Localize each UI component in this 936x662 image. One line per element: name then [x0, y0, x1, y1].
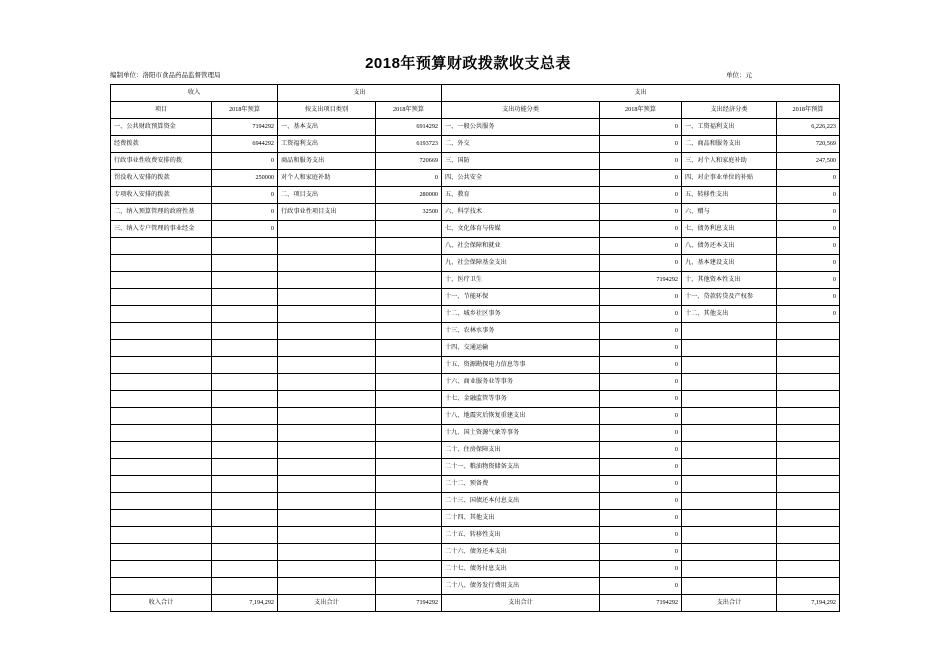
row-exp-function-budget: 0 [600, 510, 682, 527]
row-income-budget [212, 255, 278, 272]
row-exp-category-budget [376, 255, 442, 272]
row-exp-category-budget [376, 493, 442, 510]
row-exp-function-budget: 0 [600, 238, 682, 255]
row-exp-economic-budget: 0 [777, 272, 840, 289]
row-exp-function-budget: 0 [600, 391, 682, 408]
table-row [111, 476, 840, 493]
row-exp-category: 行政事业性项目支出 [278, 204, 376, 221]
row-exp-function-budget: 0 [600, 425, 682, 442]
column-header-exp-function-budget: 2018年预算 [600, 102, 682, 119]
row-income-item: 经费拨款 [111, 136, 212, 153]
row-income-item [111, 578, 212, 595]
row-exp-economic-budget: 247,500 [777, 153, 840, 170]
table-row [111, 238, 840, 255]
column-header-income-item: 项目 [111, 102, 212, 119]
table-row [111, 187, 840, 204]
row-exp-economic-budget [777, 544, 840, 561]
row-income-budget: 0 [212, 187, 278, 204]
row-exp-economic-budget: 6,226,223 [777, 119, 840, 136]
row-exp-function-budget: 0 [600, 221, 682, 238]
table-row [111, 272, 840, 289]
row-exp-function: 十、医疗卫生 [442, 272, 600, 289]
row-exp-category: 工资福利支出 [278, 136, 376, 153]
row-income-budget [212, 561, 278, 578]
total-income-value: 7,194,292 [212, 595, 278, 612]
row-income-item [111, 442, 212, 459]
page-title: 2018年预算财政拨款收支总表 [365, 55, 571, 72]
row-exp-function-budget: 0 [600, 374, 682, 391]
row-exp-economic [682, 561, 777, 578]
row-exp-function-budget: 0 [600, 119, 682, 136]
row-income-budget: 250000 [212, 170, 278, 187]
group-header-expenditure-category: 支出 [278, 85, 442, 102]
row-exp-category-budget: 0 [376, 170, 442, 187]
table-row [111, 527, 840, 544]
row-exp-function: 二十一、粮油物资储备支出 [442, 459, 600, 476]
row-exp-function: 十七、金融监管等事务 [442, 391, 600, 408]
row-exp-economic [682, 391, 777, 408]
row-exp-economic-budget: 0 [777, 221, 840, 238]
unit-note-label: 单位：元 [726, 72, 752, 79]
row-exp-category-budget [376, 578, 442, 595]
row-exp-economic [682, 578, 777, 595]
table-row [111, 153, 840, 170]
row-exp-economic [682, 459, 777, 476]
row-income-budget [212, 357, 278, 374]
row-income-budget [212, 459, 278, 476]
row-income-item [111, 493, 212, 510]
row-exp-function: 二十八、债务发行费用支出 [442, 578, 600, 595]
row-exp-category [278, 306, 376, 323]
row-exp-category [278, 442, 376, 459]
row-exp-function-budget: 0 [600, 170, 682, 187]
column-header-exp-function: 支出功能分类 [442, 102, 600, 119]
row-exp-category [278, 476, 376, 493]
row-exp-category [278, 221, 376, 238]
row-exp-category [278, 272, 376, 289]
row-exp-economic-budget [777, 374, 840, 391]
row-exp-economic-budget [777, 510, 840, 527]
row-exp-function: 十四、交通运输 [442, 340, 600, 357]
budget-table [110, 84, 840, 612]
row-income-item [111, 289, 212, 306]
row-income-budget [212, 238, 278, 255]
row-exp-economic [682, 408, 777, 425]
row-exp-category-budget: 280000 [376, 187, 442, 204]
row-income-item [111, 374, 212, 391]
row-exp-economic-budget [777, 459, 840, 476]
row-income-budget [212, 442, 278, 459]
row-exp-category-budget [376, 221, 442, 238]
row-exp-function: 十三、农林水事务 [442, 323, 600, 340]
row-income-item: 二、纳入预算管理的政府性基 [111, 204, 212, 221]
row-exp-function-budget: 0 [600, 442, 682, 459]
row-exp-function-budget: 0 [600, 493, 682, 510]
row-exp-function-budget: 0 [600, 323, 682, 340]
row-exp-function: 十二、城乡社区事务 [442, 306, 600, 323]
row-exp-economic-budget: 0 [777, 187, 840, 204]
row-exp-economic: 五、转移性支出 [682, 187, 777, 204]
row-income-budget: 6944292 [212, 136, 278, 153]
row-income-item: 一、公共财政预算资金 [111, 119, 212, 136]
row-income-item [111, 561, 212, 578]
row-exp-category-budget [376, 340, 442, 357]
row-exp-function-budget: 0 [600, 476, 682, 493]
row-exp-economic-budget [777, 578, 840, 595]
row-income-item: 专项收入安排的拨款 [111, 187, 212, 204]
row-income-budget [212, 306, 278, 323]
row-exp-economic [682, 442, 777, 459]
row-exp-category [278, 578, 376, 595]
total-exp-category-label: 支出合计 [278, 595, 376, 612]
row-exp-economic: 十一、贷款转贷及产权参 [682, 289, 777, 306]
row-income-budget [212, 544, 278, 561]
row-exp-function-budget: 0 [600, 153, 682, 170]
row-exp-category [278, 255, 376, 272]
table-row [111, 561, 840, 578]
row-exp-function-budget: 0 [600, 340, 682, 357]
table-total-row [111, 595, 840, 612]
row-income-item [111, 476, 212, 493]
total-exp-economic-label: 支出合计 [682, 595, 777, 612]
row-income-budget [212, 510, 278, 527]
table-row [111, 357, 840, 374]
row-exp-function-budget: 0 [600, 459, 682, 476]
row-exp-function: 十六、商业服务业等事务 [442, 374, 600, 391]
table-row [111, 170, 840, 187]
row-exp-economic-budget [777, 442, 840, 459]
row-exp-category-budget: 6914292 [376, 119, 442, 136]
row-exp-category [278, 374, 376, 391]
row-income-budget [212, 578, 278, 595]
row-exp-function-budget: 0 [600, 306, 682, 323]
row-exp-function-budget: 0 [600, 255, 682, 272]
table-row [111, 136, 840, 153]
row-exp-economic [682, 374, 777, 391]
row-exp-category-budget [376, 510, 442, 527]
row-income-item [111, 238, 212, 255]
row-exp-function: 五、教育 [442, 187, 600, 204]
row-exp-function: 十九、国土资源气象等事务 [442, 425, 600, 442]
table-body [111, 119, 840, 595]
total-income-label: 收入合计 [111, 595, 212, 612]
row-income-item: 罚没收入安排的拨款 [111, 170, 212, 187]
row-income-item [111, 510, 212, 527]
row-exp-function-budget: 7194292 [600, 272, 682, 289]
row-income-item [111, 255, 212, 272]
row-exp-economic [682, 527, 777, 544]
row-income-budget [212, 323, 278, 340]
row-exp-function: 十八、地震灾后恢复重建支出 [442, 408, 600, 425]
row-exp-function: 二、外交 [442, 136, 600, 153]
row-exp-category [278, 510, 376, 527]
row-income-budget: 0 [212, 221, 278, 238]
row-exp-category-budget [376, 425, 442, 442]
row-exp-economic: 四、对企事业单位的补贴 [682, 170, 777, 187]
row-exp-economic [682, 476, 777, 493]
row-exp-economic-budget: 0 [777, 170, 840, 187]
row-exp-category-budget [376, 272, 442, 289]
row-exp-category-budget [376, 408, 442, 425]
table-row [111, 459, 840, 476]
row-exp-function: 十五、资源勘探电力信息等事 [442, 357, 600, 374]
table-row [111, 323, 840, 340]
row-income-budget: 0 [212, 204, 278, 221]
group-header-expenditure-classification: 支出 [442, 85, 840, 102]
row-exp-economic-budget: 0 [777, 306, 840, 323]
column-header-exp-economic-budget: 2018年预算 [777, 102, 840, 119]
row-exp-function-budget: 0 [600, 544, 682, 561]
row-income-budget: 0 [212, 153, 278, 170]
table-group-header-row [111, 85, 840, 102]
row-exp-economic-budget [777, 425, 840, 442]
row-income-budget [212, 408, 278, 425]
row-exp-category-budget [376, 544, 442, 561]
row-income-budget [212, 476, 278, 493]
table-row [111, 374, 840, 391]
row-exp-economic: 八、债务还本支出 [682, 238, 777, 255]
row-exp-function: 八、社会保障和就业 [442, 238, 600, 255]
row-income-item [111, 544, 212, 561]
row-exp-economic [682, 510, 777, 527]
table-row [111, 119, 840, 136]
table-row [111, 408, 840, 425]
row-exp-function: 二十三、国债还本付息支出 [442, 493, 600, 510]
row-income-item [111, 306, 212, 323]
row-exp-economic: 九、基本建设支出 [682, 255, 777, 272]
row-exp-category-budget: 32500 [376, 204, 442, 221]
row-income-item [111, 527, 212, 544]
table-row [111, 340, 840, 357]
row-income-item [111, 391, 212, 408]
row-income-budget [212, 425, 278, 442]
row-income-item [111, 459, 212, 476]
total-exp-function-label: 支出合计 [442, 595, 600, 612]
row-exp-economic: 二、商品和服务支出 [682, 136, 777, 153]
row-exp-category-budget [376, 306, 442, 323]
row-exp-category-budget [376, 442, 442, 459]
row-exp-function: 二十四、其他支出 [442, 510, 600, 527]
row-exp-category-budget [376, 561, 442, 578]
row-income-budget [212, 272, 278, 289]
row-exp-economic [682, 493, 777, 510]
row-exp-function: 四、公共安全 [442, 170, 600, 187]
row-exp-category-budget: 720669 [376, 153, 442, 170]
table-footer [111, 595, 840, 612]
row-exp-category [278, 408, 376, 425]
compiler-unit-label: 编制单位：洛阳市食品药品监督管理局 [110, 72, 221, 79]
row-exp-economic-budget: 0 [777, 204, 840, 221]
row-exp-economic: 一、工资福利支出 [682, 119, 777, 136]
total-exp-function-value: 7194292 [600, 595, 682, 612]
row-exp-category [278, 357, 376, 374]
row-exp-category-budget [376, 391, 442, 408]
row-exp-function: 十一、节能环保 [442, 289, 600, 306]
table-row [111, 255, 840, 272]
row-income-item [111, 357, 212, 374]
table-row [111, 544, 840, 561]
row-exp-function: 二十五、转移性支出 [442, 527, 600, 544]
row-exp-category-budget [376, 459, 442, 476]
column-header-exp-category-budget: 2018年预算 [376, 102, 442, 119]
row-exp-category: 商品和服务支出 [278, 153, 376, 170]
table-row [111, 442, 840, 459]
table-row [111, 289, 840, 306]
row-exp-function: 二十六、债务还本支出 [442, 544, 600, 561]
row-exp-economic-budget [777, 476, 840, 493]
row-exp-category [278, 323, 376, 340]
row-exp-category-budget [376, 527, 442, 544]
row-income-budget [212, 391, 278, 408]
row-exp-economic [682, 357, 777, 374]
row-exp-category-budget [376, 357, 442, 374]
table-row [111, 391, 840, 408]
row-exp-category-budget [376, 323, 442, 340]
table-row [111, 425, 840, 442]
row-exp-category [278, 527, 376, 544]
row-exp-function-budget: 0 [600, 527, 682, 544]
total-exp-category-value: 7194292 [376, 595, 442, 612]
row-exp-function-budget: 0 [600, 561, 682, 578]
column-header-exp-category: 按支出项目类别 [278, 102, 376, 119]
row-exp-function-budget: 0 [600, 357, 682, 374]
row-income-item [111, 323, 212, 340]
row-income-budget [212, 527, 278, 544]
row-exp-category [278, 289, 376, 306]
row-income-item [111, 272, 212, 289]
row-exp-function-budget: 0 [600, 289, 682, 306]
row-exp-economic-budget [777, 357, 840, 374]
row-exp-function: 二十二、预备费 [442, 476, 600, 493]
row-exp-category-budget [376, 238, 442, 255]
row-exp-function: 二十七、债务付息支出 [442, 561, 600, 578]
row-exp-category: 一、基本支出 [278, 119, 376, 136]
row-exp-category: 二、项目支出 [278, 187, 376, 204]
row-exp-function-budget: 0 [600, 204, 682, 221]
row-exp-category [278, 425, 376, 442]
row-income-budget [212, 289, 278, 306]
row-income-budget: 7194292 [212, 119, 278, 136]
table-row [111, 510, 840, 527]
row-exp-function-budget: 0 [600, 187, 682, 204]
row-income-budget [212, 340, 278, 357]
row-income-budget [212, 374, 278, 391]
row-exp-category [278, 459, 376, 476]
row-exp-category-budget [376, 289, 442, 306]
row-exp-category [278, 493, 376, 510]
row-exp-category [278, 561, 376, 578]
table-row [111, 221, 840, 238]
row-exp-function: 一、一般公共服务 [442, 119, 600, 136]
row-exp-category [278, 238, 376, 255]
column-header-income-budget: 2018年预算 [212, 102, 278, 119]
table-row [111, 578, 840, 595]
row-income-item [111, 425, 212, 442]
group-header-income: 收入 [111, 85, 278, 102]
row-exp-category-budget: 6193723 [376, 136, 442, 153]
row-exp-category [278, 544, 376, 561]
row-exp-economic-budget [777, 391, 840, 408]
column-header-exp-economic: 支出经济分类 [682, 102, 777, 119]
row-exp-economic: 三、对个人和家庭补助 [682, 153, 777, 170]
row-exp-economic-budget: 720,569 [777, 136, 840, 153]
row-exp-function: 九、社会保障基金支出 [442, 255, 600, 272]
row-exp-economic: 七、债务利息支出 [682, 221, 777, 238]
row-income-item [111, 340, 212, 357]
row-income-item: 三、纳入专户管理的事业经金 [111, 221, 212, 238]
row-exp-economic: 十、其他资本性支出 [682, 272, 777, 289]
table-header [111, 85, 840, 119]
table-column-header-row [111, 102, 840, 119]
row-exp-category: 对个人和家庭补助 [278, 170, 376, 187]
row-exp-economic-budget [777, 527, 840, 544]
row-exp-economic-budget [777, 408, 840, 425]
table-row [111, 493, 840, 510]
row-exp-economic-budget [777, 340, 840, 357]
row-exp-category [278, 391, 376, 408]
row-exp-economic: 六、赠与 [682, 204, 777, 221]
row-exp-economic [682, 323, 777, 340]
row-exp-economic-budget [777, 561, 840, 578]
row-exp-economic: 十二、其他支出 [682, 306, 777, 323]
row-exp-economic-budget: 0 [777, 289, 840, 306]
row-exp-function-budget: 0 [600, 136, 682, 153]
row-exp-function: 三、国防 [442, 153, 600, 170]
row-exp-function: 六、科学技术 [442, 204, 600, 221]
row-exp-economic-budget [777, 493, 840, 510]
row-income-budget [212, 493, 278, 510]
row-exp-economic [682, 425, 777, 442]
row-exp-economic-budget [777, 323, 840, 340]
row-exp-economic [682, 544, 777, 561]
table-row [111, 306, 840, 323]
row-exp-economic [682, 340, 777, 357]
row-exp-economic-budget: 0 [777, 238, 840, 255]
row-exp-function: 七、文化体育与传媒 [442, 221, 600, 238]
row-income-item: 行政事业性收费安排的拨 [111, 153, 212, 170]
table-row [111, 204, 840, 221]
total-exp-economic-value: 7,194,292 [777, 595, 840, 612]
row-exp-economic-budget: 0 [777, 255, 840, 272]
row-exp-function-budget: 0 [600, 578, 682, 595]
row-income-item [111, 408, 212, 425]
row-exp-category [278, 340, 376, 357]
row-exp-category-budget [376, 476, 442, 493]
row-exp-function: 二十、住房保障支出 [442, 442, 600, 459]
row-exp-function-budget: 0 [600, 408, 682, 425]
row-exp-category-budget [376, 374, 442, 391]
